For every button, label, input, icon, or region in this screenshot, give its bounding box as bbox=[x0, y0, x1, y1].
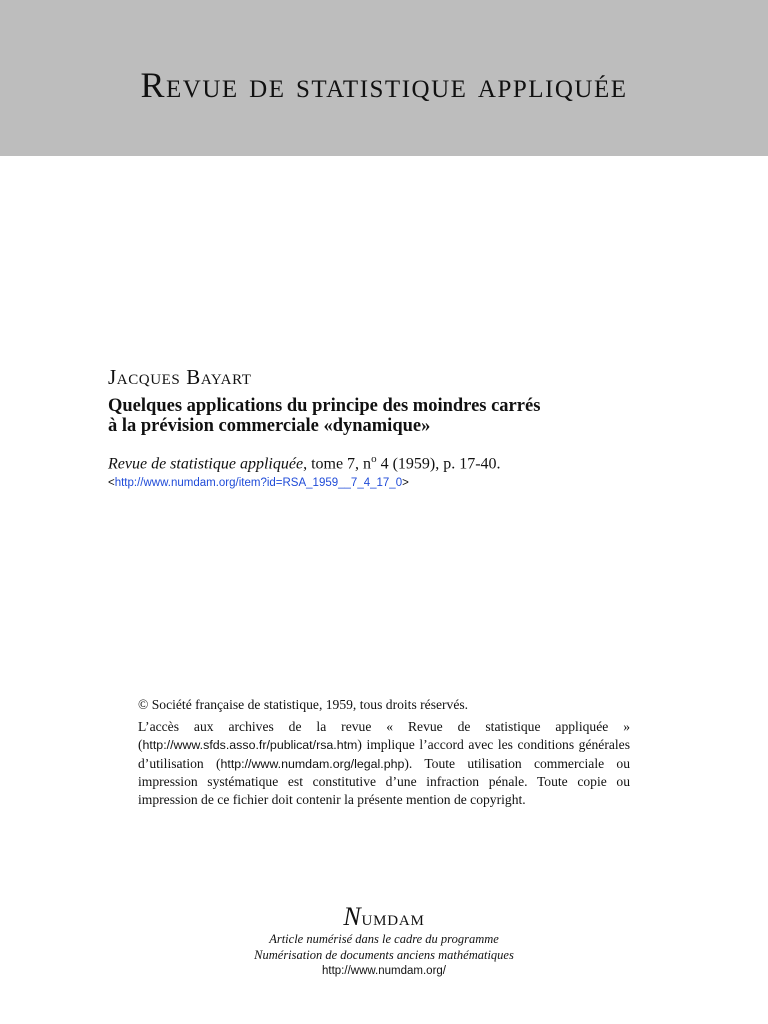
citation-number-sup: o bbox=[371, 453, 377, 465]
numdam-url[interactable]: http://www.numdam.org/ bbox=[322, 965, 446, 977]
stable-link-close: > bbox=[402, 477, 409, 489]
terms-url-sfds[interactable]: http://www.sfds.asso.fr/publicat/rsa.htm bbox=[142, 738, 358, 753]
numdam-logo-initial: N bbox=[343, 902, 362, 931]
citation-journal: Revue de statistique appliquée bbox=[108, 455, 304, 473]
terms-text-c: ). Toute utilisation commerciale ou impression systématique est constitutive d’une infraction pénale. Toute copie ou impression de ce fichier doit contenir la présente mention de copyright. bbox=[138, 755, 630, 808]
numdam-program-line: Article numérisé dans le cadre du programme bbox=[269, 932, 499, 946]
article-title-line-2: à la prévision commerciale «dynamique» bbox=[108, 416, 431, 436]
citation-volume: , tome 7, n bbox=[303, 455, 372, 473]
stable-link bbox=[108, 475, 409, 491]
numdam-logo-rest: umdam bbox=[361, 906, 425, 930]
journal-title: Revue de statistique appliquée bbox=[140, 65, 628, 105]
numdam-program-name: Numérisation de documents anciens mathématiques bbox=[254, 948, 514, 962]
stable-link-open: < bbox=[108, 477, 115, 489]
article-title bbox=[108, 396, 668, 436]
terms-url-legal[interactable]: http://www.numdam.org/legal.php bbox=[220, 756, 405, 771]
journal-header-band bbox=[0, 0, 768, 156]
copyright-statement: © Société française de statistique, 1959, tous droits réservés. bbox=[138, 697, 469, 712]
article-title-line-1: Quelques applications du principe des moindres carrés bbox=[108, 396, 541, 416]
citation-pages: 4 (1959), p. 17-40. bbox=[376, 455, 501, 473]
legal-notice bbox=[138, 696, 630, 809]
citation bbox=[108, 449, 501, 474]
stable-link-url[interactable]: http://www.numdam.org/item?id=RSA_1959__7_4_17_0 bbox=[114, 477, 403, 489]
terms-of-use bbox=[138, 718, 630, 809]
numdam-footer bbox=[0, 904, 768, 979]
author-name: Jacques Bayart bbox=[108, 365, 252, 389]
numdam-logo bbox=[0, 904, 768, 931]
terms-text-b: ) implique l’accord avec les conditions générales d’utilisation ( bbox=[138, 737, 630, 771]
terms-text-a: L’accès aux archives de la revue « Revue de statistique appliquée » ( bbox=[138, 719, 630, 753]
